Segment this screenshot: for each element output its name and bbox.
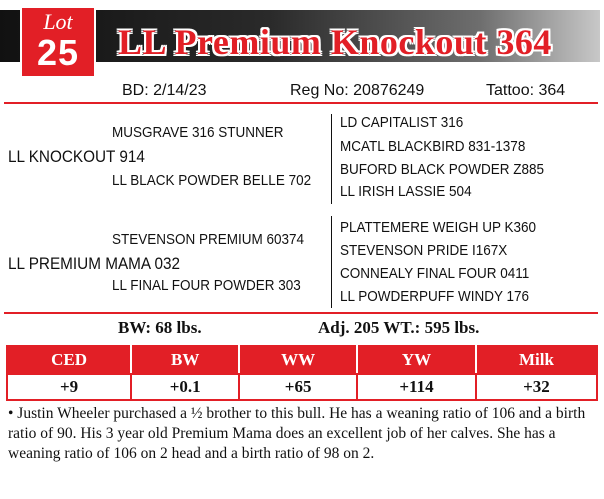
epd-header-row <box>7 346 597 374</box>
tattoo: Tattoo: 364 <box>486 82 566 99</box>
lot-notes: • Justin Wheeler purchased a ½ brother to this bull. He has a weaning ratio of 106 and a birth ratio of 90. His 3 year old Premium Mama does an excellent job of her calves. She has a weaning ratio of 106 on 2 head and a birth ratio of 98 on 2. <box>8 405 586 462</box>
birth-date: BD: 2/14/23 <box>122 82 207 99</box>
divider-top <box>4 102 598 104</box>
lot-number: 25 <box>36 32 80 73</box>
animal-title: LL Premium Knockout 364 <box>118 22 552 62</box>
lot-badge <box>20 6 96 78</box>
epd-header-milk: Milk <box>476 346 597 374</box>
ggp-4: LL IRISH LASSIE 504 <box>340 183 472 200</box>
epd-header-yw: YW <box>357 346 476 374</box>
ggp-8: LL POWDERPUFF WINDY 176 <box>340 288 530 305</box>
dam-sire: STEVENSON PREMIUM 60374 <box>112 231 305 248</box>
reg-number: Reg No: 20876249 <box>290 82 425 99</box>
ggp-1: LD CAPITALIST 316 <box>340 114 464 131</box>
info-row <box>0 80 600 102</box>
epd-value-ced: +9 <box>7 374 131 400</box>
epd-value-yw: +114 <box>357 374 476 400</box>
epd-header-ww: WW <box>239 346 357 374</box>
lot-label: Lot <box>43 9 73 34</box>
ggp-6: STEVENSON PRIDE I167X <box>340 242 508 259</box>
epd-header-ced: CED <box>7 346 131 374</box>
ggp-2: MCATL BLACKBIRD 831-1378 <box>340 138 526 155</box>
dam-name: LL PREMIUM MAMA 032 <box>8 254 181 273</box>
epd-value-row <box>7 374 597 400</box>
sire-sire: MUSGRAVE 316 STUNNER <box>112 124 284 141</box>
dam-dam: LL FINAL FOUR POWDER 303 <box>112 277 301 294</box>
pedigree-bracket-dam <box>331 216 332 308</box>
adjusted-205-weight: Adj. 205 WT.: 595 lbs. <box>318 318 480 337</box>
epd-value-bw: +0.1 <box>131 374 239 400</box>
pedigree-bracket-sire <box>331 114 332 204</box>
ggp-7: CONNEALY FINAL FOUR 0411 <box>340 265 530 282</box>
ggp-3: BUFORD BLACK POWDER Z885 <box>340 161 545 178</box>
epd-value-milk: +32 <box>476 374 597 400</box>
epd-value-ww: +65 <box>239 374 357 400</box>
epd-header-bw: BW <box>131 346 239 374</box>
birth-weight: BW: 68 lbs. <box>118 318 202 337</box>
ggp-5: PLATTEMERE WEIGH UP K360 <box>340 219 537 236</box>
epd-table <box>6 345 598 401</box>
sire-name: LL KNOCKOUT 914 <box>8 147 145 166</box>
sire-dam: LL BLACK POWDER BELLE 702 <box>112 172 312 189</box>
divider-middle <box>4 312 598 314</box>
